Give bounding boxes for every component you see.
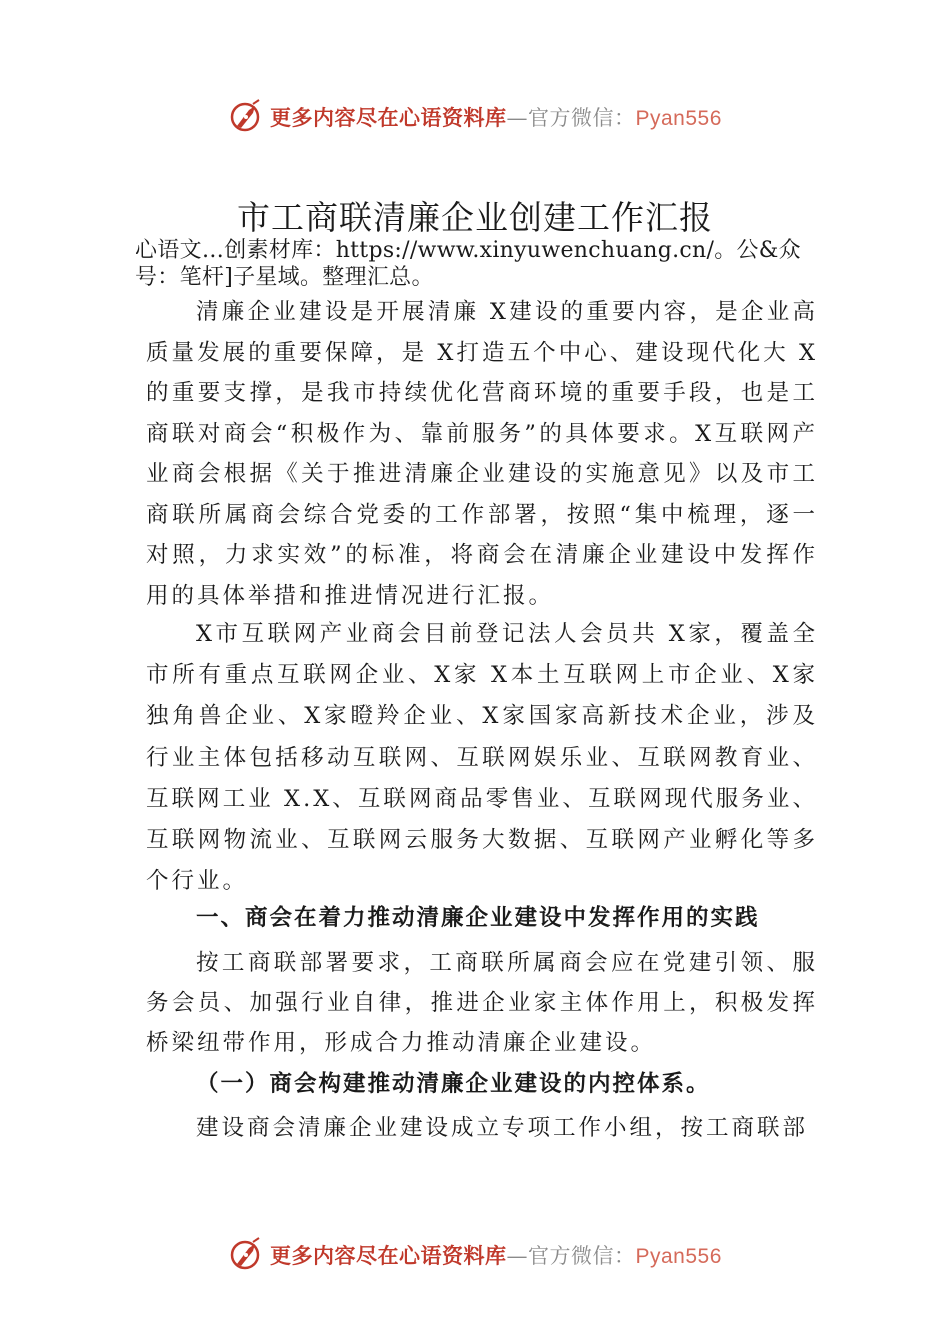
- banner-text: [270, 102, 722, 132]
- banner-red-text: 更多内容尽在心语资料库: [270, 1243, 507, 1268]
- banner-text: [270, 1240, 722, 1270]
- header-banner: [0, 96, 950, 136]
- paragraph-requirements: 按工商联部署要求，工商联所属商会应在党建引领、服务会员、加强行业自律，推进企业家主体作用上，积极发挥桥梁纽带作用，形成合力推动清廉企业建设。: [146, 950, 818, 1056]
- banner-red-text: 更多内容尽在心语资料库: [270, 105, 507, 130]
- banner-gray-text: —官方微信：: [506, 106, 636, 130]
- source-line: 心语文…创素材库：https://www.xinyuwenchuang.cn/。公&众号：笔杆]子星域。整理汇总。: [135, 238, 801, 290]
- section-heading-1: 一、商会在着力推动清廉企业建设中发挥作用的实践: [196, 905, 760, 931]
- subsection-heading-1: （一）商会构建推动清廉企业建设的内控体系。: [196, 1071, 711, 1097]
- paragraph-intro: 清廉企业建设是开展清廉 X建设的重要内容，是企业高质量发展的重要保障，是 X打造五个中心、建设现代化大 X的重要支撑，是我市持续优化营商环境的重要手段，也是工商联对商会“积极作为、靠前服务”的具体要求。X互联网产业商会根据《关于推进清廉企业建设的实施意见》以及市工商联所属商会综合党委的工作部署，按照“集中梳理，逐一对照，力求实效”的标准，将商会在清廉企业建设中发挥作用的具体举措和推进情况进行汇报。: [146, 299, 818, 609]
- footer-banner: [0, 1234, 950, 1274]
- paragraph-members: X市互联网产业商会目前登记法人会员共 X家，覆盖全市所有重点互联网企业、X家 X本土互联网上市企业、X家独角兽企业、X家瞪羚企业、X家国家高新技术企业，涉及行业主体包括移动互联网、互联网娱乐业、互联网教育业、 互联网工业 X.X、互联网商品零售业、互联网现代服务业、互联网物流业、互联网云服务大数据、互联网产业孵化等多个行业。: [146, 621, 818, 895]
- banner-wechat-id: Pyan556: [635, 107, 722, 130]
- pen-nib-icon: [229, 1236, 265, 1272]
- pen-nib-icon: [229, 98, 265, 134]
- document-title: 市工商联清廉企业创建工作汇报: [237, 198, 713, 237]
- paragraph-working-group: 建设商会清廉企业建设成立专项工作小组，按工商联部: [196, 1115, 809, 1141]
- banner-wechat-id: Pyan556: [635, 1245, 722, 1268]
- banner-gray-text: —官方微信：: [506, 1244, 636, 1268]
